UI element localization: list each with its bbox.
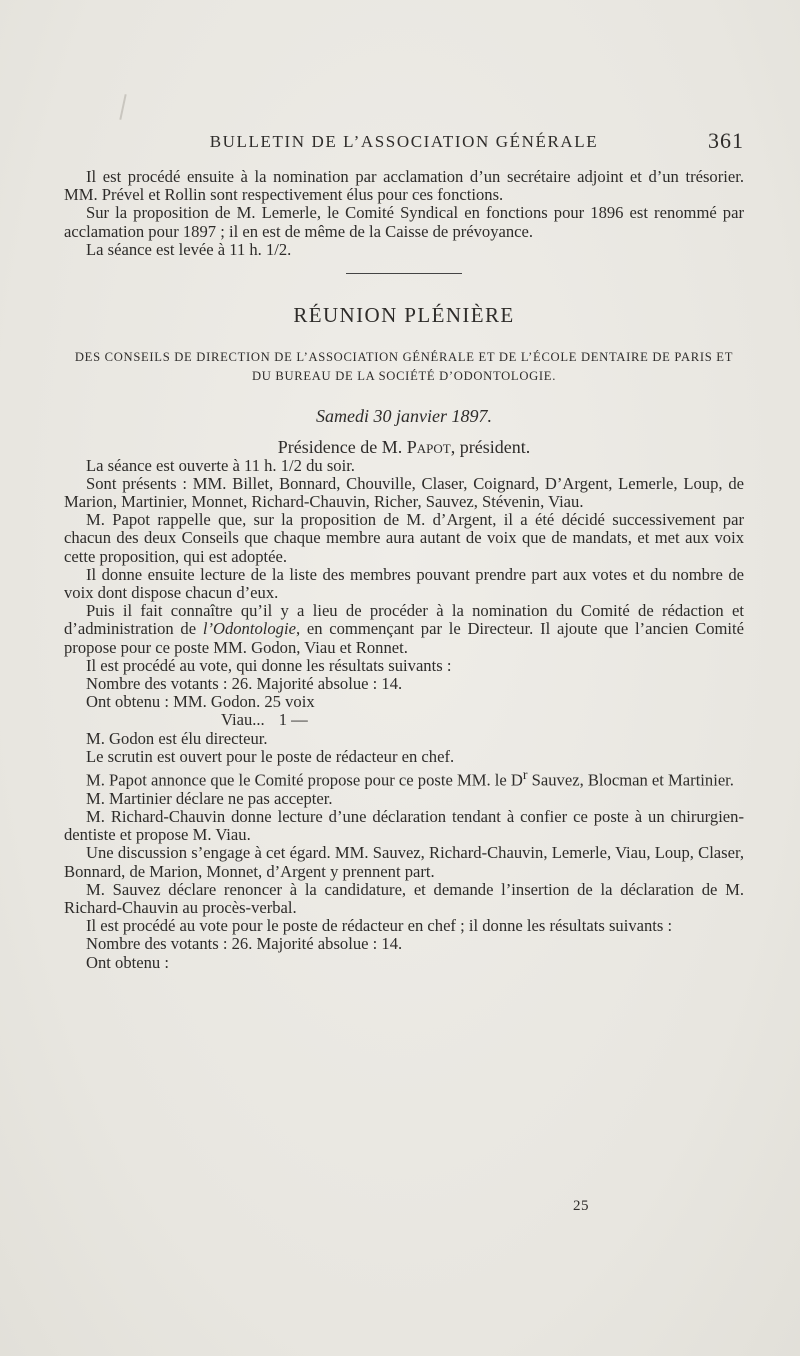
section-subtitle: DES CONSEILS DE DIRECTION DE L’ASSOCIATION GÉNÉRALE ET DE L’ÉCOLE DENTAIRE DE PARIS ET DU BUREAU DE LA SOCIÉTÉ D’ODONTOLOGIE. (74, 350, 734, 384)
page-header (64, 128, 744, 160)
page-body (64, 168, 744, 972)
paragraph-syndical-committee: Sur la proposition de M. Lemerle, le Comité Syndical en fonctions pour 1896 est renommé par acclamation pour 1897 ; il en est de même de la Caisse de prévoyance. (64, 203, 744, 241)
meeting-date-text: Samedi 30 janvier 1897. (316, 406, 492, 427)
section-divider (346, 273, 462, 274)
section-title: RÉUNION PLÉNIÈRE (293, 303, 515, 328)
pencil-mark (119, 94, 126, 120)
paragraph-vote-results: Il est procédé au vote, qui donne les résultats suivants : (86, 655, 452, 675)
paragraph-members-list: Il donne ensuite lecture de la liste des membres pouvant prendre part aux votes et du nombre de voix dont dispose chacun d’eux. (64, 564, 744, 603)
paragraph-editor-vote: Il est procédé au vote pour le poste de rédacteur en chef ; il donne les résultats suivants : (86, 916, 673, 936)
editor-proposal-end: Sauvez, Blocman et Martinier. (527, 770, 734, 790)
presidence-line (64, 438, 744, 456)
running-head: BULLETIN DE L’ASSOCIATION GÉNÉRALE (209, 132, 599, 151)
paragraph-voting-rule: M. Papot rappelle que, sur la proposition de M. d’Argent, il a été décidé successivement par chacun des deux Conseils que chaque membre aura autant de voix que de mandats, et met aux voix cette proposition, qui est adoptée. (64, 510, 744, 566)
paragraph-session-closed: La séance est levée à 11 h. 1/2. (86, 239, 292, 259)
paragraph-editor-proposal (64, 766, 744, 790)
paragraph-editor-ballot: Le scrutin est ouvert pour le poste de rédacteur en chef. (86, 746, 455, 766)
paragraph-opening: La séance est ouverte à 11 h. 1/2 du soir. (86, 455, 355, 475)
committee-text-start: Puis il fait connaître qu’il y a lieu de procéder à la nomination du Comité de rédaction et d’administration de (64, 601, 744, 639)
editor-proposal-start: M. Papot annonce que le Comité propose pour ce poste MM. le D (86, 770, 523, 790)
votes-count-editor: Nombre des votants : 26. Majorité absolue : 14. (86, 934, 403, 954)
doctor-superscript: r (522, 767, 528, 783)
paragraph-committee-nomination (64, 602, 744, 657)
presidence-suffix: , président. (450, 437, 531, 458)
page-number: 361 (708, 128, 744, 153)
votes-obtained-viau (64, 711, 744, 729)
paragraph-officers: Il est procédé ensuite à la nomination par acclamation d’un secrétaire adjoint et d’un trésorier. MM. Prével et Rollin sont respectivement élus pour ces fonctions. (64, 167, 744, 205)
journal-title: l’Odontologie (202, 619, 296, 639)
committee-text-end: , en commençant par le Directeur. Il ajoute que l’ancien Comité propose pour ce poste MM. Godon, Viau et Ronnet. (64, 619, 744, 657)
meeting-date (64, 407, 744, 425)
votes-count-director: Nombre des votants : 26. Majorité absolue : 14. (86, 674, 403, 694)
paragraph-director-elected: M. Godon est élu directeur. (86, 728, 268, 748)
paragraph-discussion: Une discussion s’engage à cet égard. MM. Sauvez, Richard-Chauvin, Lemerle, Viau, Loup, Claser, Bonnard, de Marion, Monnet, d’Argent y prennent part. (64, 843, 744, 881)
president-name: Papot (406, 437, 451, 458)
viau-name: Viau... (221, 710, 265, 730)
paragraph-martinier-declines: M. Martinier déclare ne pas accepter. (86, 788, 333, 808)
votes-obtained-editor: Ont obtenu : (86, 952, 169, 972)
paragraph-attendees: Sont présents : MM. Billet, Bonnard, Chouville, Claser, Coignard, D’Argent, Lemerle, Loup, de Marion, Martinier, Monnet, Richard-Chauvin, Richer, Sauvez, Stévenin, Viau. (64, 473, 744, 512)
viau-votes: 1 — (278, 710, 308, 730)
paragraph-sauvez-withdraws: M. Sauvez déclare renoncer à la candidature, et demande l’insertion de la déclaration de M. Richard-Chauvin au procès-verbal. (64, 879, 744, 918)
signature-mark: 25 (573, 1198, 589, 1214)
presidence-prefix: Présidence de M. (277, 437, 407, 458)
paragraph-richard-chauvin: M. Richard-Chauvin donne lecture d’une déclaration tendant à confier ce poste à un chirurgien-dentiste et propose M. Viau. (64, 807, 744, 845)
votes-obtained-godon: Ont obtenu : MM. Godon. 25 voix (86, 692, 315, 712)
